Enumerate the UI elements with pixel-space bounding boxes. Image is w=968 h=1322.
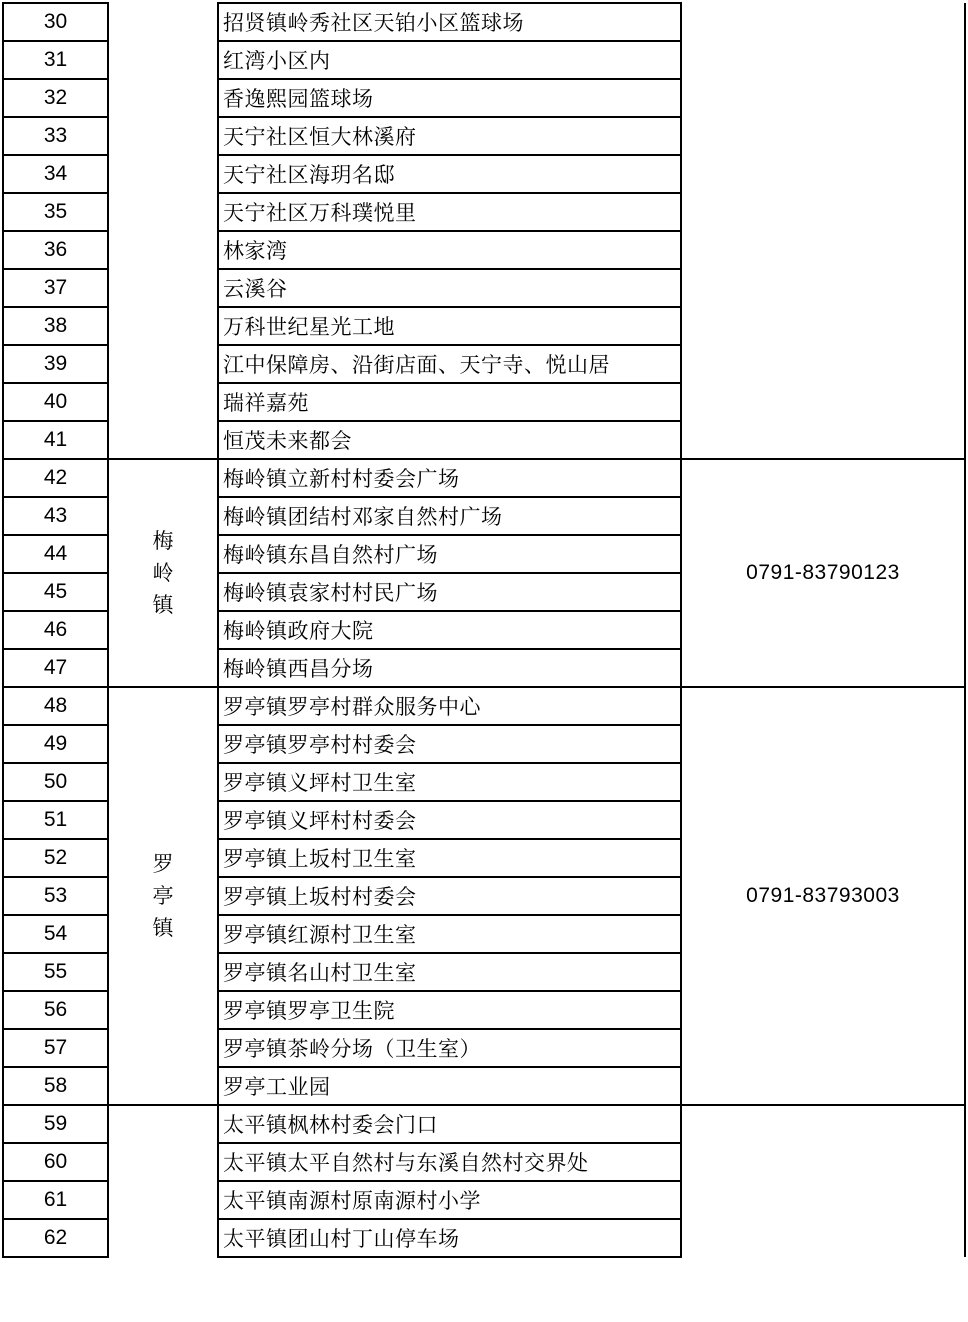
table-row xyxy=(3,3,965,41)
town-cell xyxy=(108,1105,218,1257)
row-number: 39 xyxy=(3,345,108,383)
site-name: 太平镇太平自然村与东溪自然村交界处 xyxy=(218,1143,681,1181)
site-name: 罗亭镇上坂村卫生室 xyxy=(218,839,681,877)
row-number: 42 xyxy=(3,459,108,497)
site-name: 天宁社区海玥名邸 xyxy=(218,155,681,193)
site-table-sheet xyxy=(2,2,964,1258)
site-table xyxy=(2,2,966,1258)
site-name: 罗亭镇上坂村村委会 xyxy=(218,877,681,915)
phone-number: 0791-83793003 xyxy=(746,884,900,907)
site-name: 罗亭镇名山村卫生室 xyxy=(218,953,681,991)
site-name: 罗亭镇红源村卫生室 xyxy=(218,915,681,953)
row-number: 30 xyxy=(3,3,108,41)
site-name: 香逸熙园篮球场 xyxy=(218,79,681,117)
phone-cell xyxy=(681,459,965,687)
site-name: 罗亭镇罗亭村群众服务中心 xyxy=(218,687,681,725)
phone-number: 0791-83790123 xyxy=(746,561,900,584)
row-number: 41 xyxy=(3,421,108,459)
row-number: 38 xyxy=(3,307,108,345)
row-number: 45 xyxy=(3,573,108,611)
row-number: 40 xyxy=(3,383,108,421)
row-number: 46 xyxy=(3,611,108,649)
town-cell xyxy=(108,459,218,687)
row-number: 48 xyxy=(3,687,108,725)
site-name: 云溪谷 xyxy=(218,269,681,307)
row-number: 43 xyxy=(3,497,108,535)
row-number: 34 xyxy=(3,155,108,193)
site-name: 罗亭镇茶岭分场（卫生室） xyxy=(218,1029,681,1067)
site-name: 天宁社区万科璞悦里 xyxy=(218,193,681,231)
row-number: 31 xyxy=(3,41,108,79)
site-name: 恒茂未来都会 xyxy=(218,421,681,459)
site-name: 罗亭镇义坪村卫生室 xyxy=(218,763,681,801)
town-cell xyxy=(108,3,218,459)
site-name: 梅岭镇西昌分场 xyxy=(218,649,681,687)
row-number: 51 xyxy=(3,801,108,839)
row-number: 33 xyxy=(3,117,108,155)
row-number: 54 xyxy=(3,915,108,953)
site-name: 梅岭镇东昌自然村广场 xyxy=(218,535,681,573)
site-name: 太平镇团山村丁山停车场 xyxy=(218,1219,681,1257)
site-name: 梅岭镇袁家村村民广场 xyxy=(218,573,681,611)
site-name: 罗亭工业园 xyxy=(218,1067,681,1105)
site-name: 太平镇南源村原南源村小学 xyxy=(218,1181,681,1219)
site-name: 万科世纪星光工地 xyxy=(218,307,681,345)
row-number: 44 xyxy=(3,535,108,573)
town-name: 罗亭镇 xyxy=(152,852,174,940)
site-name: 瑞祥嘉苑 xyxy=(218,383,681,421)
row-number: 50 xyxy=(3,763,108,801)
site-name: 太平镇枫林村委会门口 xyxy=(218,1105,681,1143)
row-number: 52 xyxy=(3,839,108,877)
row-number: 35 xyxy=(3,193,108,231)
site-name: 红湾小区内 xyxy=(218,41,681,79)
site-name: 梅岭镇团结村邓家自然村广场 xyxy=(218,497,681,535)
table-row xyxy=(3,1105,965,1143)
row-number: 55 xyxy=(3,953,108,991)
row-number: 59 xyxy=(3,1105,108,1143)
table-row xyxy=(3,459,965,497)
site-name: 林家湾 xyxy=(218,231,681,269)
row-number: 47 xyxy=(3,649,108,687)
site-name: 梅岭镇政府大院 xyxy=(218,611,681,649)
row-number: 49 xyxy=(3,725,108,763)
site-name: 罗亭镇义坪村村委会 xyxy=(218,801,681,839)
table-row xyxy=(3,687,965,725)
row-number: 62 xyxy=(3,1219,108,1257)
row-number: 58 xyxy=(3,1067,108,1105)
row-number: 53 xyxy=(3,877,108,915)
phone-cell xyxy=(681,687,965,1105)
row-number: 36 xyxy=(3,231,108,269)
row-number: 37 xyxy=(3,269,108,307)
phone-cell xyxy=(681,1105,965,1257)
site-name: 罗亭镇罗亭卫生院 xyxy=(218,991,681,1029)
row-number: 32 xyxy=(3,79,108,117)
row-number: 56 xyxy=(3,991,108,1029)
row-number: 61 xyxy=(3,1181,108,1219)
site-name: 江中保障房、沿街店面、天宁寺、悦山居 xyxy=(218,345,681,383)
site-name: 罗亭镇罗亭村村委会 xyxy=(218,725,681,763)
site-name: 天宁社区恒大林溪府 xyxy=(218,117,681,155)
town-name: 梅岭镇 xyxy=(152,529,174,617)
site-name: 招贤镇岭秀社区天铂小区篮球场 xyxy=(218,3,681,41)
phone-cell xyxy=(681,3,965,459)
row-number: 57 xyxy=(3,1029,108,1067)
site-name: 梅岭镇立新村村委会广场 xyxy=(218,459,681,497)
town-cell xyxy=(108,687,218,1105)
row-number: 60 xyxy=(3,1143,108,1181)
